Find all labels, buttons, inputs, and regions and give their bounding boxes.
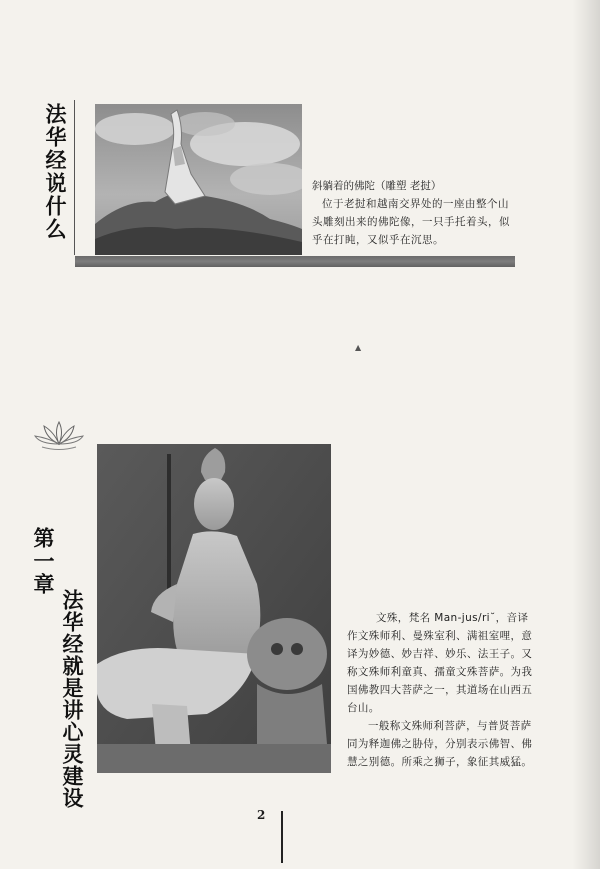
top-photo-caption: [312, 177, 517, 249]
footer-rule: [281, 811, 283, 863]
lotus-icon: [34, 418, 84, 456]
title-divider-line: [74, 100, 75, 255]
caption-paragraph-2: 一般称文殊师利菩萨，与普贤菩萨同为释迦佛之胁侍，分别表示佛智、佛慧之别德。所乘之狮子，象征其威猛。: [347, 720, 533, 768]
bottom-photo-caption: [347, 609, 537, 771]
page-number: 2: [257, 808, 266, 822]
section-divider-bar: [75, 256, 515, 267]
chapter-title: 法华经就是讲心灵建设: [60, 589, 84, 809]
caption-body: 位于老挝和越南交界处的一座由整个山头雕刻出来的佛陀像，一只手托着头，似乎在打盹，又似乎在沉思。: [312, 198, 510, 246]
caption-paragraph-1: 文殊，梵名 Man-jus/ri˘，音译作文殊师利、曼殊室利、满祖室哩，意译为妙德、妙吉祥、妙乐、法王子。又称文殊师利童真、孺童文殊菩萨。为我国佛教四大菩萨之一，其道场在山西五台山。: [347, 612, 533, 714]
running-title: 法华经说什么: [43, 103, 67, 241]
chapter-label: 第一章: [31, 527, 55, 596]
manjushri-statue-photo: [97, 444, 331, 773]
caption-title: 斜躺着的佛陀（雕塑 老挝）: [312, 180, 442, 192]
reclining-buddha-photo: [95, 104, 302, 255]
page-edge-shadow: [572, 0, 600, 869]
ink-speck: ▲: [355, 343, 362, 352]
